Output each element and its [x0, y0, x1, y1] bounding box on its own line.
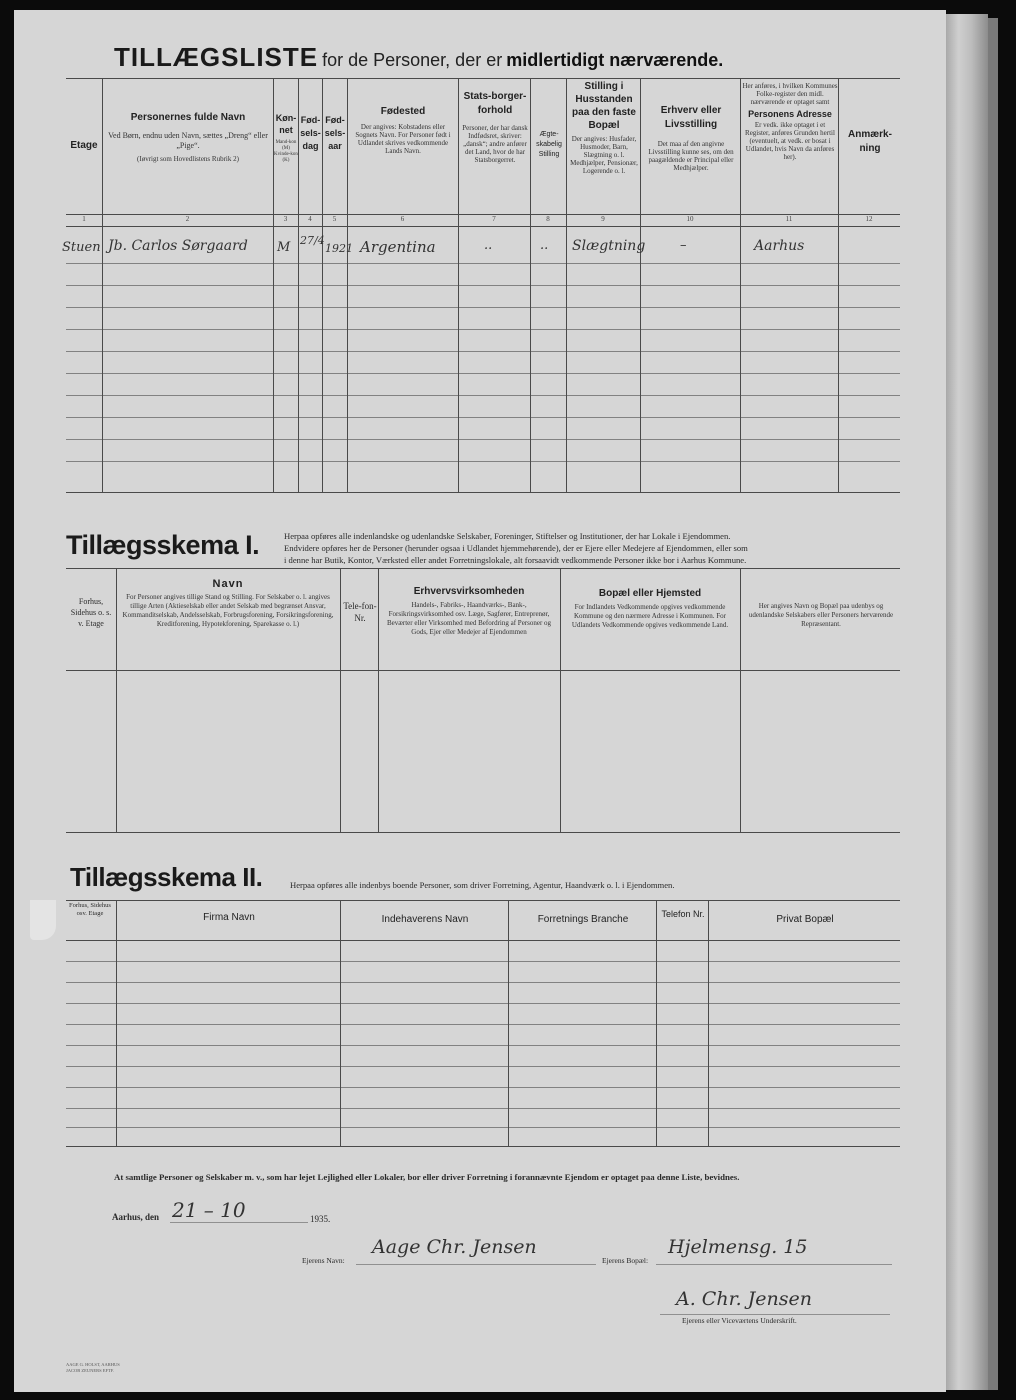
col-num-10: 10	[686, 215, 694, 223]
skema1-intro-line-1: Herpaa opføres alle indenlandske og udenlandske Selskaber, Foreninger, Stiftelser og Institutioner, der har Lokale i Ejendommen.	[284, 531, 731, 541]
col-num-11: 11	[785, 215, 793, 223]
main-title-rest: for de Personer, der er	[322, 50, 503, 70]
skema1-col-repr: Her angives Navn og Bopæl paa udenbys og udenlandske Selskabers eller Personers herværende Repræsentant.	[748, 602, 894, 628]
col-birthplace-note: Der angives: Kobstadens eller Sognets Navn. For Personer født i Udlandet skrives vedkommende Lands Navn.	[355, 123, 451, 155]
col-household-header	[568, 80, 640, 175]
skema2-col-firma: Firma Navn	[203, 912, 255, 923]
page-edge	[946, 14, 988, 1390]
skema2-col-indehaver: Indehaverens Navn	[381, 914, 469, 925]
col-name-note2: (Iøvrigt som Hovedlistens Rubrik 2)	[137, 155, 239, 163]
col-num-3: 3	[283, 215, 288, 223]
entry-birthyear: 1921	[325, 242, 353, 255]
footer-signature-label: Ejerens eller Viceværtens Underskrift.	[682, 1316, 797, 1325]
skema1-col-bopael-note: For Indlandets Vedkommende opgives vedkommende Kommune og den nærmere Adresse i Kommunen. For Udlandets Vedkommende opgives vedkommende Land.	[571, 603, 729, 629]
col-num-1: 1	[82, 215, 86, 223]
footer-place: Aarhus, den	[112, 1212, 160, 1222]
skema1-col-erhverv-title: Erhvervsvirksomheden	[413, 586, 525, 597]
skema2-col-branche: Forretnings Branche	[537, 914, 629, 925]
col-address-header	[742, 82, 838, 161]
skema1-intro	[284, 530, 904, 566]
footer-year: 1935.	[310, 1214, 331, 1224]
footer-signature-hw: A. Chr. Jensen	[676, 1288, 812, 1310]
col-num-8: 8	[546, 215, 550, 223]
col-birthyear-header: Fød-sels-aar	[324, 115, 346, 151]
skema1-col-navn-header	[120, 578, 336, 629]
footer-date-hw: 21 – 10	[172, 1198, 246, 1222]
entry-name: Jb. Carlos Sørgaard	[108, 238, 248, 254]
col-num-7: 7	[492, 215, 496, 223]
entry-household: Slægtning	[572, 238, 646, 254]
col-etage-header: Etage	[70, 140, 98, 151]
main-title-bold: midlertidigt nærværende.	[506, 50, 724, 70]
entry-birthplace: Argentina	[360, 238, 436, 256]
torn-tab	[30, 900, 56, 940]
skema1-intro-line-3: i denne har Butik, Kontor, Værksted eller andet Forretningslokale, alt forsaavidt vedkommende Personer ikke bor i Aarhus Kommune.	[284, 555, 747, 565]
skema1-col-navn-title: Navn	[212, 578, 244, 590]
entry-occupation: –	[680, 238, 687, 253]
col-address-note: Er vedk. ikke optaget i et Register, anføres Grunden hertil (eventuelt, at vedk. er bosat i Udlandet, hvis Navn da anføres her).	[745, 121, 835, 161]
col-household-note: Der angives: Husfader, Husmoder, Barn, Slægtning o. l. Medhjælper, Pensionær, Logerende o. l.	[570, 135, 638, 175]
skema1-col-erhverv-header	[382, 586, 556, 637]
col-birthday-header: Fød-sels-dag	[300, 115, 321, 151]
col-num-5: 5	[332, 215, 337, 223]
col-name-note: Ved Børn, endnu uden Navn, sættes „Dreng“ eller „Pige“.	[108, 131, 268, 150]
skema2-col-privat: Privat Bopæl	[776, 914, 834, 925]
entry-sex: M	[277, 240, 291, 255]
main-title	[114, 42, 874, 76]
col-birthplace-title: Fødested	[380, 106, 426, 117]
entry-address: Aarhus	[754, 238, 805, 254]
skema1-title: Tillægsskema I.	[66, 530, 260, 560]
entry-etage: Stuen	[62, 240, 101, 255]
col-num-6: 6	[400, 215, 405, 223]
col-sex-note: Mand-kon (M) Kvinde-kon (K)	[274, 140, 298, 163]
col-name-title: Personernes fulde Navn	[130, 112, 246, 123]
skema1-col-etage: Forhus, Sidehus o. s. v. Etage	[70, 597, 112, 628]
col-num-12: 12	[865, 215, 873, 223]
col-citizenship-note: Personer, der har dansk Indfødsret, skriver: „dansk“; andre anfører det Land, hvor de har Statsborgerret.	[462, 124, 528, 164]
skema2-col-telefon: Telefon Nr.	[661, 909, 705, 919]
skema1-col-bopael-title: Bopæl eller Hjemsted	[598, 588, 702, 599]
entry-birthday: 27/4	[300, 234, 325, 247]
entry-citizenship: ..	[484, 238, 493, 253]
footer-certification: At samtlige Personer og Selskaber m. v., som har lejet Lejlighed eller Lokaler, bor eller driver Forretning i forannævnte Ejendom er optaget paa denne Liste, bevidnes.	[114, 1172, 740, 1182]
skema1-col-erhverv-note: Handels-, Fabriks-, Haandværks-, Bank-, Forsikringsvirksomhed osv. Læge, Sagfører, Entreprenør, Beværter eller Virksomhed med Befordring af Personer og Gods, Ejer eller Medejer af Ejendommen	[386, 601, 552, 636]
page-edge-shadow	[988, 18, 998, 1390]
footer-owner-label: Ejerens Navn:	[302, 1256, 345, 1265]
col-occupation-title: Erhverv eller Livsstilling	[660, 105, 722, 130]
col-citizenship-header	[460, 90, 530, 164]
col-num-9: 9	[601, 215, 605, 223]
skema1-col-bopael-header	[564, 588, 736, 630]
skema2-title: Tillægsskema II.	[70, 862, 263, 892]
col-address-note-top: Her anføres, i hvilken Kommunes Folke-register den midl. nærværende er optaget samt	[742, 82, 838, 106]
col-sex-title: Køn-net	[275, 113, 297, 135]
col-occupation-note: Det maa af den angivne Livsstilling kunne ses, om den paagældende er Principal eller Medhjælper.	[648, 140, 734, 172]
skema2-col-etage: Forhus, Sidehus osv. Etage	[69, 902, 111, 917]
skema1-intro-line-2: Endvidere opføres her de Personer (herunder ogsaa i Udlandet hjemmehørende), der er Ejere eller Medejere af Ejendommen, eller som	[284, 543, 748, 553]
skema1-col-telefon: Tele-fon-Nr.	[343, 601, 377, 623]
col-num-4: 4	[308, 215, 312, 223]
main-title-big: TILLÆGSLISTE	[114, 42, 319, 72]
col-occupation-header	[642, 104, 740, 172]
skema2-intro: Herpaa opføres alle indenbys boende Personer, som driver Forretning, Agentur, Haandværk o. l. i Ejendommen.	[290, 880, 675, 890]
skema1-col-navn-note: For Personer angives tillige Stand og Stilling. For Selskaber o. l. angives tillige Arten (Aktieselskab eller andet Selskab med begrænset Ansvar, Kommanditselskab, Andelsselskab, Forbrugsforening, Forsikringsforening, Kreditforening, Hypotekforening, Sparekasse o. l.)	[122, 593, 334, 628]
printer-mark: AAGE G. HOLST, AARHUS JACOB ZEUNERS EFTF.	[66, 1362, 120, 1373]
footer-bopael-label: Ejerens Bopæl:	[602, 1256, 649, 1265]
footer-bopael-hw: Hjelmensg. 15	[668, 1236, 808, 1258]
col-remark-header: Anmærk-ning	[848, 129, 892, 154]
col-household-title: Stilling i Husstanden paa den faste Bopæl	[572, 81, 636, 131]
col-name-header	[104, 112, 272, 163]
col-marital-header: Ægte-skabelig Stilling	[536, 131, 562, 158]
col-address-title: Personens Adresse	[748, 109, 832, 119]
col-birthplace-header	[350, 106, 456, 155]
col-num-2: 2	[185, 215, 190, 223]
col-citizenship-title: Stats-borger-forhold	[463, 91, 527, 116]
entry-marital: ..	[540, 238, 549, 253]
footer-owner-hw: Aage Chr. Jensen	[372, 1236, 537, 1258]
col-sex-header	[274, 112, 298, 164]
